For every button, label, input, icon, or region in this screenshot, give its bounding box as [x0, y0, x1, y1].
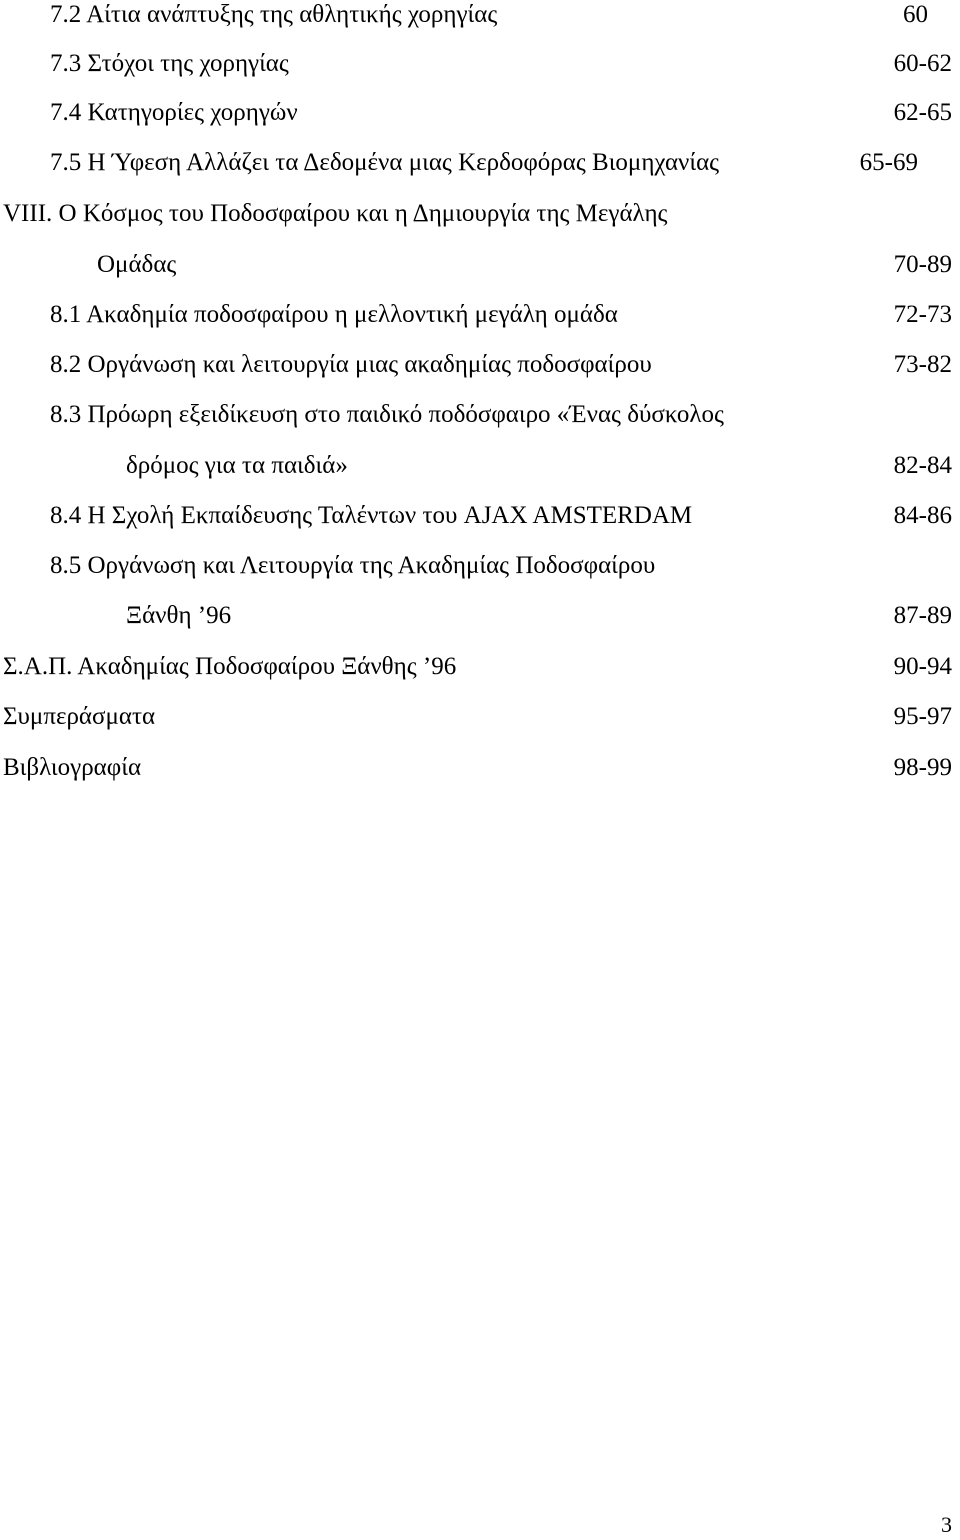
- toc-entry-title-continued: Ξάνθη ’96: [126, 602, 232, 629]
- toc-entry-pages: 90-94: [893, 653, 952, 680]
- toc-entry-title: 7.3 Στόχοι της χορηγίας: [50, 50, 289, 77]
- toc-entry-pages: 72-73: [893, 301, 952, 328]
- toc-entry-pages: 95-97: [893, 703, 952, 730]
- page-number: 3: [941, 1512, 952, 1537]
- toc-entry-pages: 87-89: [893, 602, 952, 629]
- toc-entry-pages: 60-62: [893, 50, 952, 77]
- toc-entry-pages: 65-69: [859, 149, 918, 176]
- toc-entry-pages: 73-82: [893, 351, 952, 378]
- toc-entry-pages: 98-99: [893, 754, 952, 781]
- toc-entry-title: 8.5 Οργάνωση και Λειτουργία της Ακαδημίας Ποδοσφαίρου: [50, 552, 656, 579]
- toc-entry-title: 8.4 Η Σχολή Εκπαίδευσης Ταλέντων του AJAX AMSTERDAM: [50, 502, 693, 529]
- toc-entry-title: Συμπεράσματα: [3, 703, 156, 730]
- toc-entry-title-continued: δρόμος για τα παιδιά»: [126, 452, 348, 479]
- toc-entry-title-continued: Ομάδας: [97, 251, 177, 278]
- toc-entry-title: 8.2 Οργάνωση και λειτουργία μιας ακαδημίας ποδοσφαίρου: [50, 351, 652, 378]
- toc-entry-pages: 70-89: [893, 251, 952, 278]
- toc-entry-title: Βιβλιογραφία: [3, 754, 142, 781]
- toc-entry-title: Σ.Α.Π. Ακαδημίας Ποδοσφαίρου Ξάνθης ’96: [3, 653, 457, 680]
- toc-entry-pages: 82-84: [893, 452, 952, 479]
- toc-entry-title: 8.3 Πρόωρη εξειδίκευση στο παιδικό ποδόσφαιρο «Ένας δύσκολος: [50, 401, 724, 428]
- toc-entry-pages: 84-86: [893, 502, 952, 529]
- toc-entry-title: 8.1 Ακαδημία ποδοσφαίρου η μελλοντική μεγάλη ομάδα: [50, 301, 618, 328]
- toc-entry-pages: 60: [903, 1, 928, 28]
- toc-entry-pages: 62-65: [893, 99, 952, 126]
- toc-entry-title: 7.4 Κατηγορίες χορηγών: [50, 99, 298, 126]
- toc-entry-title: 7.5 Η Ύφεση Αλλάζει τα Δεδομένα μιας Κερδοφόρας Βιομηχανίας: [50, 149, 720, 176]
- toc-entry-title: 7.2 Αίτια ανάπτυξης της αθλητικής χορηγίας: [50, 1, 498, 28]
- toc-entry-title: VIII. Ο Κόσμος του Ποδοσφαίρου και η Δημιουργία της Μεγάλης: [3, 200, 668, 227]
